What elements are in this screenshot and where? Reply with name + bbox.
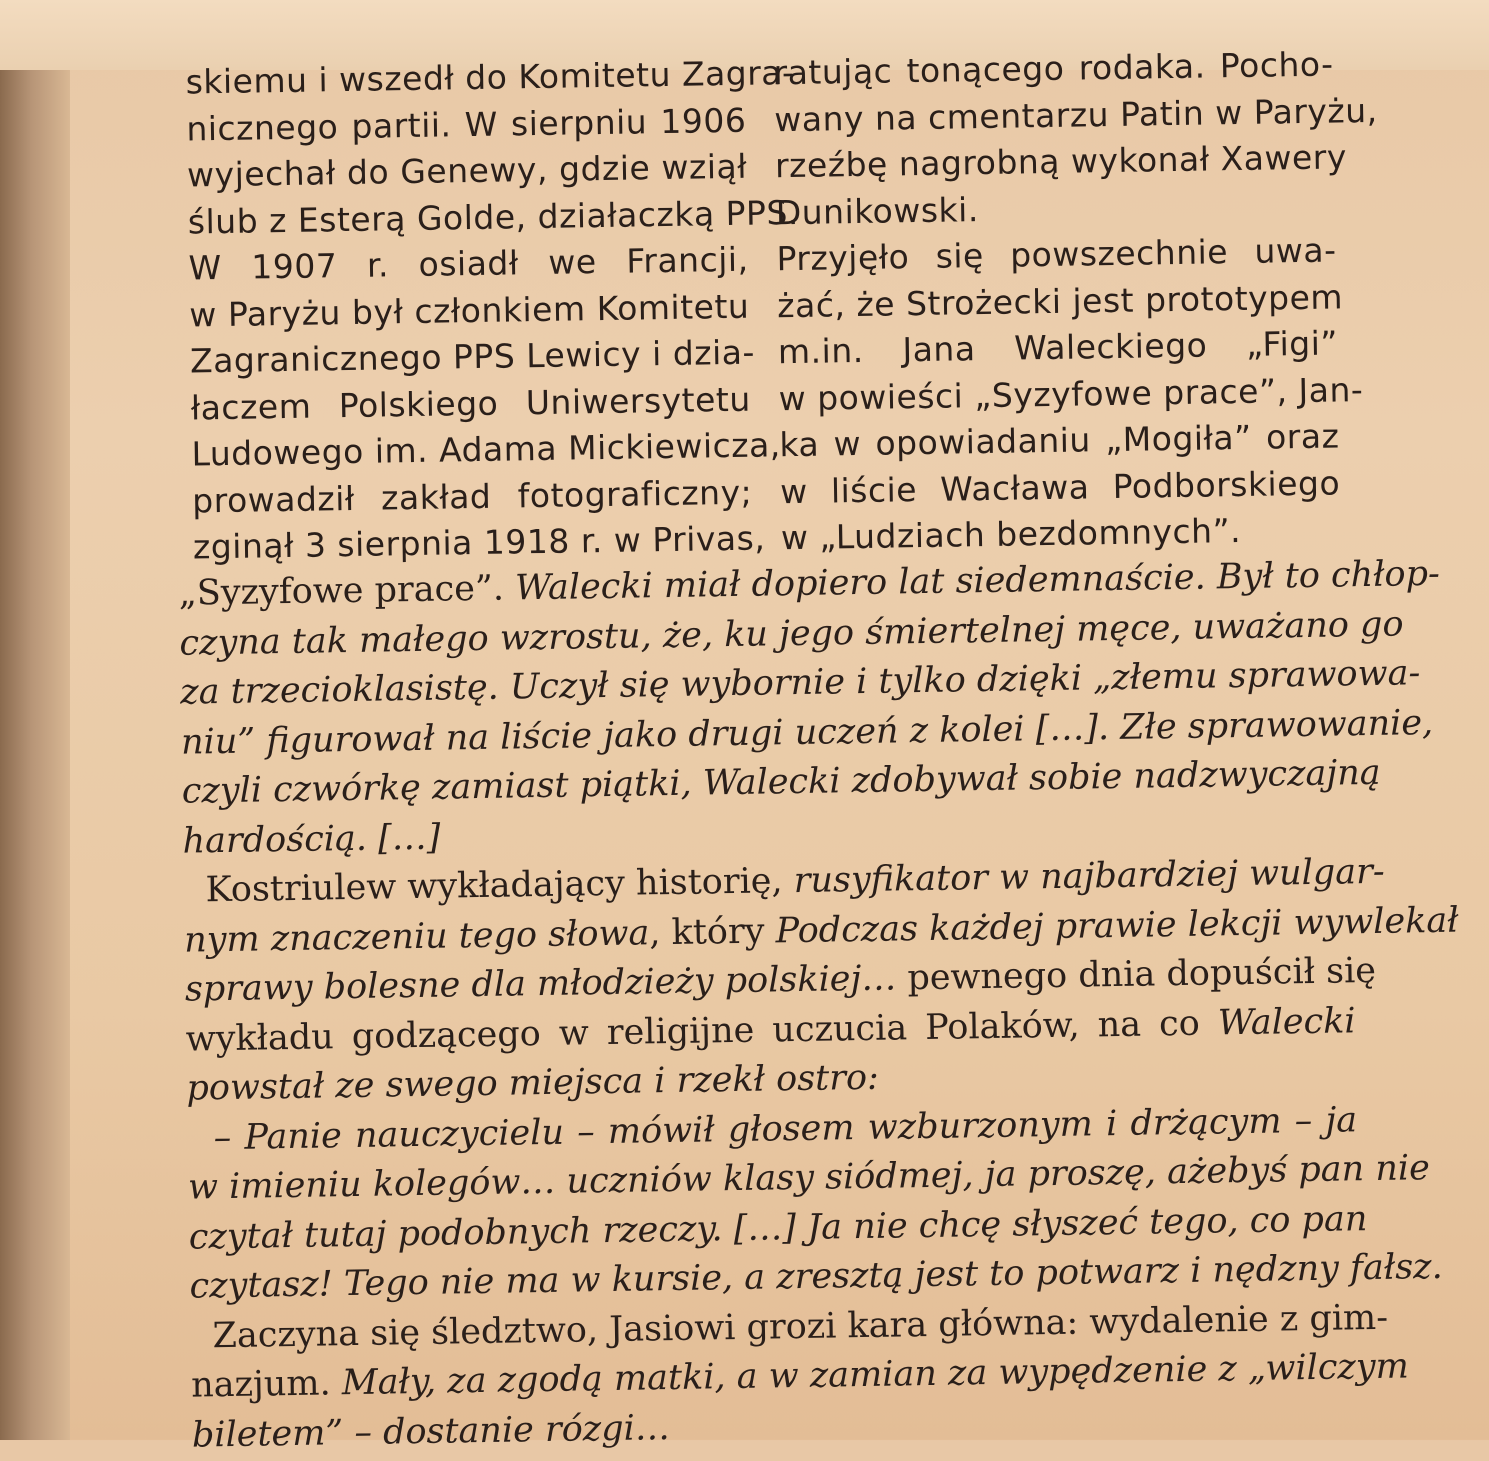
text-line: skiemu i wszedł do Komitetu Zagra- <box>185 52 795 102</box>
text-line: w liście Wacława Podborskiego <box>779 462 1341 511</box>
text-line: rzeźbę nagrobną wykonał Xawery <box>774 137 1348 186</box>
text-line: biletem” – dostanie rózgi… <box>191 1407 671 1456</box>
text-line: czyna tak małego wzrostu, że, ku jego śmiertelnej męce, uważano go <box>179 603 1404 664</box>
text-line: wykładu godzącego w religijne uczucia Polaków, na co Walecki <box>185 1000 1356 1060</box>
book-page <box>155 21 1459 1456</box>
text-line: Zaczyna się śledztwo, Jasiowi grozi kara główna: wydalenie z gim- <box>212 1297 1389 1356</box>
text-line: Zagranicznego PPS Lewicy i dzia- <box>189 332 756 381</box>
text-line: nym znaczeniu tego słowa, który Podczas każdej prawie lekcji wywlekał <box>183 900 1459 961</box>
text-line: ratując tonącego rodaka. Pocho- <box>773 44 1334 93</box>
text-line: łaczem Polskiego Uniwersytetu <box>190 379 752 427</box>
book-spine-shadow <box>0 0 70 1440</box>
text-line: w Paryżu był członkiem Komitetu <box>189 286 750 334</box>
text-line: niu” figurował na liście jako drugi uczeń z kolei […]. Złe sprawowanie, <box>180 702 1434 763</box>
text-line: nicznego partii. W sierpniu 1906 <box>186 100 747 149</box>
text-line: wany na cmentarzu Patin w Paryżu, <box>774 90 1378 139</box>
text-line: w powieści „Syzyfowe prace”, Jan- <box>778 369 1364 418</box>
text-line: Przyjęło się powszechnie uwa- <box>776 230 1337 279</box>
text-line: w imieniu kolegów… uczniów klasy siódmej, ja proszę, ażebyś pan nie <box>187 1148 1431 1208</box>
biography-right-column <box>773 41 1378 561</box>
text-line: czytasz! Tego nie ma w kursie, a zresztą jest to potwarz i nędzny fałsz. <box>189 1246 1443 1307</box>
text-line: Kostriulew wykładający historię, rusyfikator w najbardziej wulgar- <box>205 851 1385 911</box>
text-line: nazjum. Mały, za zgodą matki, a w zamian za wypędzenie z „wilczym <box>190 1346 1410 1406</box>
text-line: hardością. […] <box>182 817 441 862</box>
text-line: ślub z Esterą Golde, działaczką PPS. <box>187 192 800 242</box>
biography-note <box>185 41 1378 571</box>
text-line: powstał ze swego miejsca i rzekł ostro: <box>186 1057 880 1109</box>
text-line: W 1907 r. osiadł we Francji, <box>188 239 749 288</box>
text-line: czyli czwórkę zamiast piątki, Walecki zdobywał sobie nadzwyczajną <box>181 752 1381 812</box>
text-line: m.in. Jana Waleckiego „Figi” <box>777 323 1339 372</box>
text-line: czytał tutaj podobnych rzeczy. […] Ja nie chcę słyszeć tego, co pan <box>188 1198 1368 1258</box>
text-line: – Panie nauczycielu – mówił głosem wzburzonym i drżącym – ja <box>213 1099 1358 1158</box>
text-line: „Syzyfowe prace”. Walecki miał dopiero lat siedemnaście. Był to chłop- <box>178 553 1441 614</box>
text-line: w „Ludziach bezdomnych”. <box>780 511 1242 558</box>
text-line: ka w opowiadaniu „Mogiła” oraz <box>779 416 1340 465</box>
text-line: za trzecioklasistę. Uczył się wybornie i tylko dzięki „złemu sprawowa- <box>179 653 1421 713</box>
novel-excerpt <box>178 551 1459 1460</box>
biography-left-column <box>185 51 800 571</box>
text-line: Dunikowski. <box>775 189 980 232</box>
text-line: żać, że Strożecki jest prototypem <box>776 276 1344 325</box>
text-line: sprawy bolesne dla młodzieży polskiej… pewnego dnia dopuścił się <box>184 950 1377 1010</box>
text-line: prowadził zakład fotograficzny; <box>191 472 753 520</box>
text-line: wyjechał do Genewy, gdzie wziął <box>186 146 748 195</box>
book-title: „Syzyfowe prace”. <box>178 568 516 614</box>
text-line: Ludowego im. Adama Mickiewicza, <box>191 425 782 474</box>
text-line: zginął 3 sierpnia 1918 r. w Privas, <box>192 518 766 567</box>
